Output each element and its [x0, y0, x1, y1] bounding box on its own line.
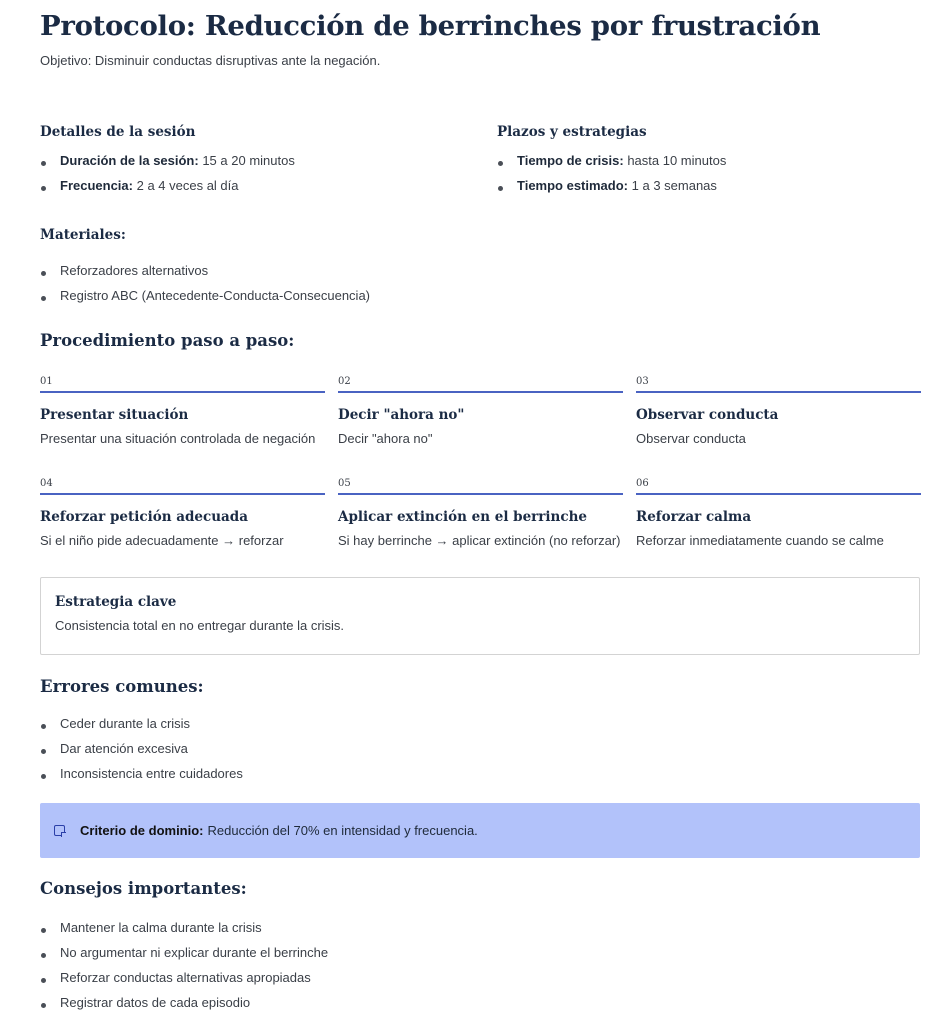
bullet-icon: [41, 928, 46, 933]
step-title: Presentar situación: [40, 407, 189, 423]
consejos-heading: Consejos importantes:: [40, 879, 247, 898]
materiales-list: [40, 263, 370, 313]
criterio-value: Reducción del 70% en intensidad y frecuencia.: [207, 823, 478, 838]
bullet-icon: [41, 724, 46, 729]
step-number: 05: [338, 478, 351, 489]
step-number: 06: [636, 478, 649, 489]
criterio-callout: [40, 803, 920, 858]
step-title: Decir "ahora no": [338, 407, 465, 423]
list-item: No argumentar ni explicar durante el berrinche: [40, 945, 328, 970]
list-item: Reforzar conductas alternativas apropiadas: [40, 970, 328, 995]
list-item: Registrar datos de cada episodio: [40, 995, 328, 1020]
step-title: Aplicar extinción en el berrinche: [338, 509, 587, 525]
list-item: Tiempo estimado: 1 a 3 semanas: [497, 178, 726, 203]
bullet-icon: [41, 1003, 46, 1008]
step-divider: [636, 391, 921, 393]
step-title: Observar conducta: [636, 407, 779, 423]
step-description: Si hay berrinche → aplicar extinción (no reforzar): [338, 533, 621, 548]
note-icon: [54, 825, 65, 836]
list-item: Ceder durante la crisis: [40, 716, 243, 741]
consejos-list: [40, 920, 328, 1020]
session-heading: Detalles de la sesión: [40, 124, 196, 140]
procedure-heading: Procedimiento paso a paso:: [40, 331, 295, 350]
step-divider: [40, 493, 325, 495]
strategy-box: [40, 577, 920, 655]
step-divider: [636, 493, 921, 495]
criterio-label: Criterio de dominio:: [80, 823, 204, 838]
step-number: 01: [40, 376, 53, 387]
step-card: [40, 375, 325, 446]
bullet-icon: [41, 186, 46, 191]
list-item: Reforzadores alternativos: [40, 263, 370, 288]
step-card: [636, 375, 921, 446]
step-card: [338, 375, 623, 446]
bullet-icon: [41, 271, 46, 276]
bullet-icon: [41, 978, 46, 983]
step-card: [636, 477, 921, 548]
list-item: Registro ABC (Antecedente-Conducta-Consecuencia): [40, 288, 370, 313]
bullet-icon: [41, 774, 46, 779]
step-divider: [338, 493, 623, 495]
strategy-title: Estrategia clave: [55, 594, 177, 610]
step-number: 04: [40, 478, 53, 489]
errores-heading: Errores comunes:: [40, 677, 204, 696]
bullet-icon: [498, 161, 503, 166]
list-item: Duración de la sesión: 15 a 20 minutos: [40, 153, 295, 178]
step-divider: [40, 391, 325, 393]
list-item: Frecuencia: 2 a 4 veces al día: [40, 178, 295, 203]
list-item: Inconsistencia entre cuidadores: [40, 766, 243, 791]
bullet-icon: [41, 296, 46, 301]
plazos-heading: Plazos y estrategias: [497, 124, 647, 140]
plazos-list: [497, 153, 726, 203]
step-number: 03: [636, 376, 649, 387]
step-divider: [338, 391, 623, 393]
page-subtitle: Objetivo: Disminuir conductas disruptivas ante la negación.: [40, 53, 381, 68]
strategy-description: Consistencia total en no entregar durante la crisis.: [55, 618, 345, 633]
step-number: 02: [338, 376, 351, 387]
step-description: Presentar una situación controlada de negación: [40, 431, 316, 446]
step-card: [40, 477, 325, 548]
session-list: [40, 153, 295, 203]
bullet-icon: [498, 186, 503, 191]
list-item: Mantener la calma durante la crisis: [40, 920, 328, 945]
bullet-icon: [41, 749, 46, 754]
bullet-icon: [41, 161, 46, 166]
step-description: Observar conducta: [636, 431, 746, 446]
list-item: Dar atención excesiva: [40, 741, 243, 766]
materiales-heading: Materiales:: [40, 227, 126, 243]
errores-list: [40, 716, 243, 791]
page-title: Protocolo: Reducción de berrinches por frustración: [40, 10, 821, 42]
step-description: Decir "ahora no": [338, 431, 433, 446]
step-description: Reforzar inmediatamente cuando se calme: [636, 533, 884, 548]
bullet-icon: [41, 953, 46, 958]
step-card: [338, 477, 623, 548]
list-item: Tiempo de crisis: hasta 10 minutos: [497, 153, 726, 178]
step-title: Reforzar petición adecuada: [40, 509, 248, 525]
step-description: Si el niño pide adecuadamente → reforzar: [40, 533, 284, 548]
step-title: Reforzar calma: [636, 509, 752, 525]
